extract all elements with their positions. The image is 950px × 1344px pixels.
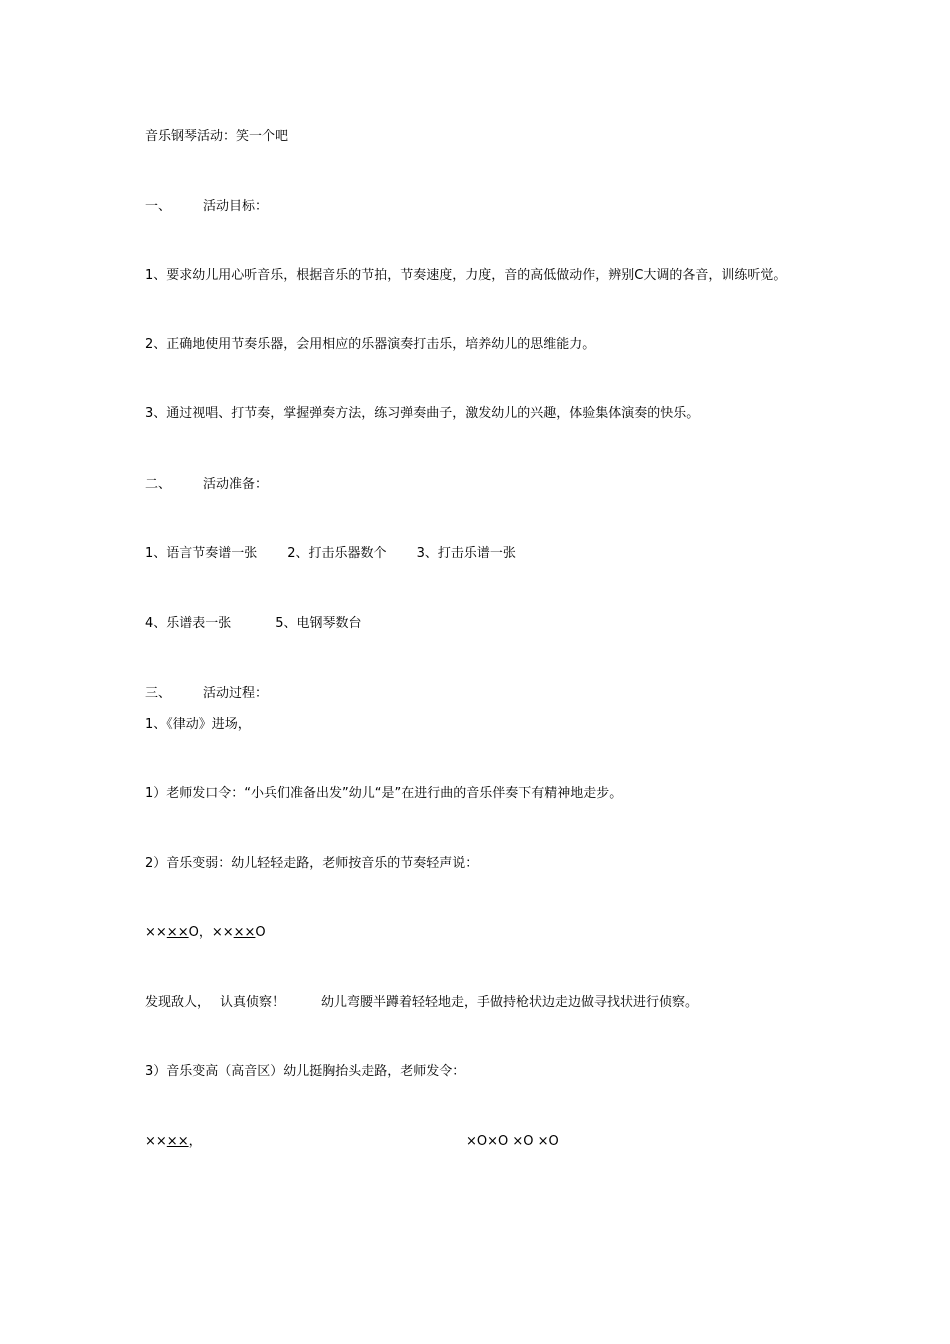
section-title: 活动过程： (203, 686, 269, 701)
section-three-heading (145, 686, 268, 702)
rhythm-notes-underlined: ×× (166, 1134, 189, 1149)
goal-item: 2、正确地使用节奏乐器，会用相应的乐器演奏打击乐，培养幼儿的思维能力。 (145, 337, 596, 352)
goal-item: 1、要求幼儿用心听音乐，根据音乐的节拍，节奏速度，力度，音的高低做动作，辨别C大调的各音，训练听觉。 (145, 268, 787, 283)
prep-item: 5、电钢琴数台 (275, 616, 362, 631)
step-item: 1、《律动》进场， (145, 717, 251, 732)
prep-row (145, 546, 516, 562)
section-two-heading (145, 477, 268, 493)
sub-step: 3）音乐变高（高音区）幼儿挺胸抬头走路，老师发令： (145, 1064, 466, 1079)
rhythm-line (145, 925, 266, 941)
action-text: 幼儿弯腰半蹲着轻轻地走，手做持枪状边走边做寻找状进行侦察。 (321, 995, 699, 1010)
chant-text: 认真侦察！ (220, 995, 286, 1010)
section-number: 一、 (145, 199, 172, 214)
sub-step: 1）老师发口令：“小兵们准备出发”幼儿“是”在进行曲的音乐伴奏下有精神地走步。 (145, 786, 623, 801)
goal-item: 3、通过视唱、打节奏，掌握弹奏方法，练习弹奏曲子，激发幼儿的兴趣，体验集体演奏的快乐。 (145, 406, 700, 421)
enemy-line (145, 995, 698, 1011)
rhythm-notes: ×× (211, 925, 234, 940)
prep-item: 1、语言节奏谱一张 (145, 546, 258, 561)
section-title: 活动目标： (203, 199, 269, 214)
rhythm-notes-underlined: ×× (233, 925, 256, 940)
rhythm-notes: ×× (145, 925, 167, 940)
chant-text: 发现敌人， (145, 995, 211, 1010)
rhythm-notes: O (255, 925, 266, 940)
prep-item: 2、打击乐器数个 (287, 546, 387, 561)
rhythm-notes: ， (188, 1134, 202, 1149)
section-one-heading (145, 199, 268, 215)
prep-item: 4、乐谱表一张 (145, 616, 232, 631)
section-title: 活动准备： (203, 477, 269, 492)
doc-title: 音乐钢琴活动：笑一个吧 (145, 129, 289, 144)
rhythm-notes: ×× (145, 1134, 167, 1149)
rhythm-notes: O， (188, 925, 212, 940)
rhythm-line (145, 1134, 202, 1150)
prep-row (145, 616, 362, 632)
sub-step: 2）音乐变弱：幼儿轻轻走路，老师按音乐的节奏轻声说： (145, 856, 479, 871)
rhythm-notes-underlined: ×× (166, 925, 189, 940)
rhythm-notes-right: ×O×O ×O ×O (466, 1134, 559, 1149)
section-number: 三、 (145, 686, 172, 701)
prep-item: 3、打击乐谱一张 (416, 546, 516, 561)
section-number: 二、 (145, 477, 172, 492)
